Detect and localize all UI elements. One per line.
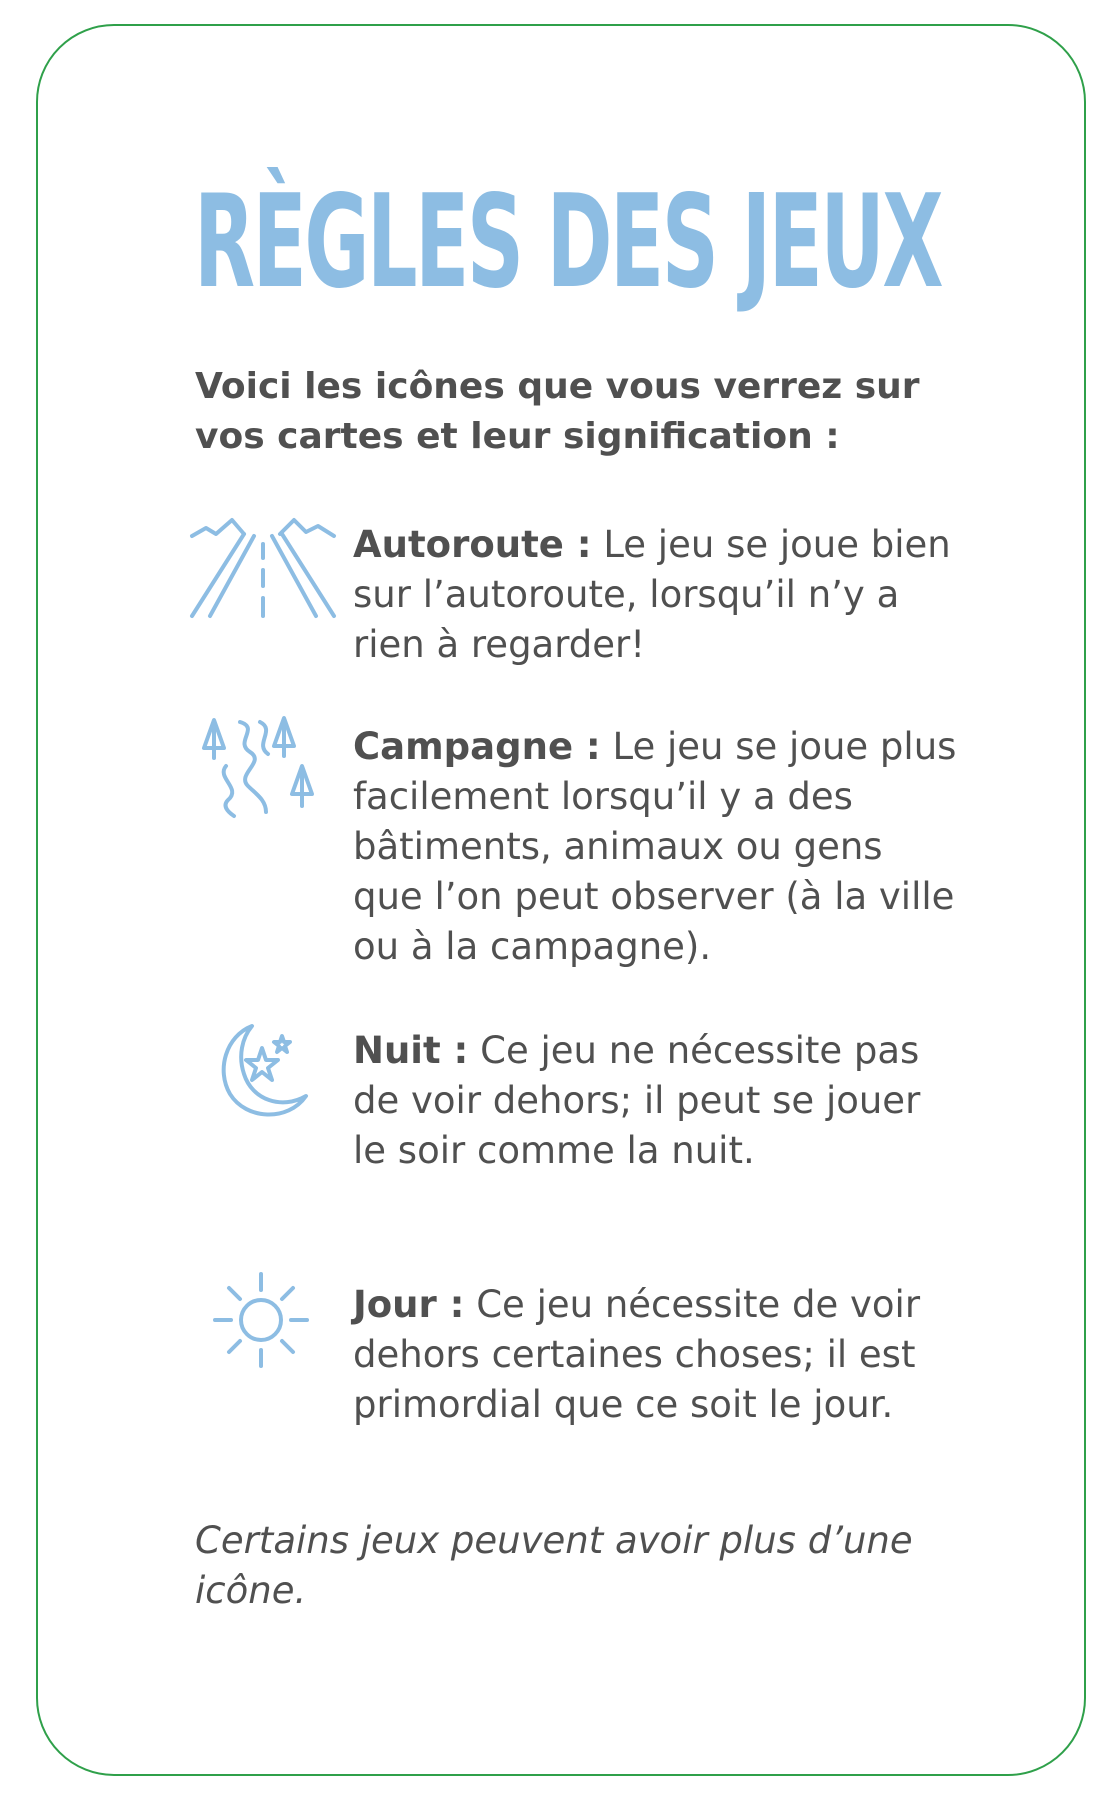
intro-text: Voici les icônes que vous verrez sur vos cartes et leur signification :	[195, 366, 920, 457]
entry-autoroute-text	[353, 520, 963, 670]
entry-campagne-name: Campagne :	[353, 725, 601, 768]
entry-jour-description: Ce jeu nécessite de voir dehors certaines choses; il est primordial que ce soit le jour.	[353, 1283, 921, 1426]
entry-nuit-name: Nuit :	[353, 1029, 469, 1072]
entry-campagne-description: Le jeu se joue plus facilement lorsqu’il y a des bâtiments, animaux ou gens que l’on peut observer (à la ville ou à la campagne).	[353, 725, 957, 968]
entry-autoroute-description: Le jeu se joue bien sur l’autoroute, lorsqu’il n’y a rien à regarder!	[353, 523, 951, 666]
entry-jour-name: Jour :	[353, 1283, 465, 1326]
entry-campagne-text	[353, 722, 963, 972]
highway-icon	[188, 516, 338, 626]
countryside-icon	[200, 714, 320, 822]
page-title: RÈGLES DES JEUX	[194, 168, 942, 317]
sun-icon	[211, 1270, 311, 1370]
entry-autoroute-name: Autoroute :	[353, 523, 592, 566]
entry-jour-text	[353, 1280, 963, 1430]
entry-nuit-description: Ce jeu ne nécessite pas de voir dehors; il peut se jouer le soir comme la nuit.	[353, 1029, 921, 1172]
footnote: Certains jeux peuvent avoir plus d’une icône.	[195, 1519, 913, 1612]
moon-stars-icon	[208, 1018, 316, 1126]
entry-nuit-text	[353, 1026, 963, 1176]
